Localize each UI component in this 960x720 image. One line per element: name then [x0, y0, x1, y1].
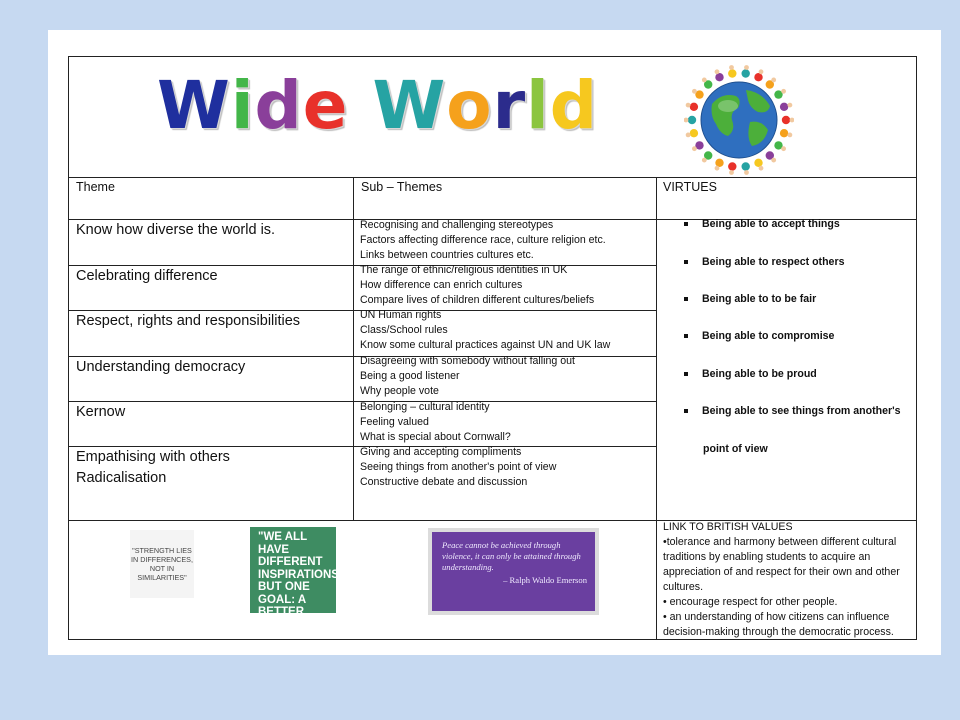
theme-cell: Kernow [76, 404, 126, 420]
quote-image-peace: Peace cannot be achieved through violence, it can only be attained through understanding. – Ralph Waldo Emerson [432, 532, 595, 611]
theme-cell: Celebrating difference [76, 268, 218, 284]
virtue-item: Being able to see things from another's [684, 405, 901, 417]
virtues-column-header: VIRTUES [663, 180, 717, 194]
bullet-icon [684, 297, 688, 301]
header-divider [68, 177, 917, 178]
title-letter: l [526, 67, 550, 144]
column-divider [656, 177, 657, 640]
bullet-icon [684, 222, 688, 226]
subthemes-column-header: Sub – Themes [361, 180, 443, 194]
title-letter: o [446, 67, 493, 144]
bullet-icon [684, 260, 688, 264]
page-title [157, 66, 598, 146]
british-values-point: •tolerance and harmony between different cultural traditions by enabling students to acquire an appreciation of and respect for their own and other cultures. [663, 536, 900, 593]
quote-image-strength: "STRENGTH LIES IN DIFFERENCES, NOT IN SIMILARITIES" [130, 530, 194, 598]
british-values-point: • an understanding of how citizens can influence decision-making through the democratic process. [663, 611, 894, 638]
virtue-item: Being able to accept things [684, 218, 840, 230]
bullet-icon [684, 409, 688, 413]
british-values-panel [663, 520, 915, 640]
bullet-icon [684, 372, 688, 376]
quote-image-inspirations: "WE ALL HAVE DIFFERENT INSPIRATIONS, BUT ONE GOAL: A BETTER WORLD." [250, 527, 336, 613]
virtue-item: Being able to compromise [684, 330, 834, 342]
virtue-item: Being able to respect others [684, 256, 844, 268]
bullet-icon [684, 334, 688, 338]
title-letter [348, 66, 372, 146]
theme-cell: Empathising with others Radicalisation [76, 449, 230, 486]
quote-image-frame [428, 528, 599, 615]
title-letter: W [157, 67, 231, 144]
virtue-item: Being able to to be fair [684, 293, 816, 305]
subtheme-cell: UN Human rights Class/School rules Know some cultural practices against UN and UK law [360, 309, 611, 351]
subtheme-cell: Recognising and challenging stereotypes Factors affecting difference race, culture religion etc. Links between countries cultures etc. [360, 219, 606, 261]
title-letter: e [302, 67, 349, 144]
subtheme-cell: Belonging – cultural identity Feeling valued What is special about Cornwall? [360, 401, 511, 443]
virtue-item: Being able to be proud [684, 368, 817, 380]
theme-column-header: Theme [76, 180, 115, 194]
title-letter: W [372, 67, 447, 144]
british-values-point: • encourage respect for other people. [663, 596, 838, 608]
theme-cell: Respect, rights and responsibilities [76, 313, 301, 329]
title-letter: d [254, 67, 303, 144]
title-letter: d [549, 67, 599, 144]
column-divider [353, 177, 354, 520]
theme-cell: Understanding democracy [76, 359, 246, 375]
theme-cell: Know how diverse the world is. [76, 222, 276, 238]
virtue-item-continuation: point of view [703, 443, 768, 455]
title-letter: r [492, 67, 527, 144]
subtheme-cell: Disagreeing with somebody without falling out Being a good listener Why people vote [360, 355, 575, 397]
subtheme-cell: Giving and accepting compliments Seeing things from another's point of view Constructive debate and discussion [360, 446, 557, 488]
title-letter: i [230, 67, 255, 144]
subtheme-cell: The range of ethnic/religious identities in UK How difference can enrich cultures Compare lives of children different cultures/beliefs [360, 264, 595, 306]
british-values-heading: LINK TO BRITISH VALUES [663, 521, 793, 533]
globe-with-children-icon [684, 64, 794, 176]
